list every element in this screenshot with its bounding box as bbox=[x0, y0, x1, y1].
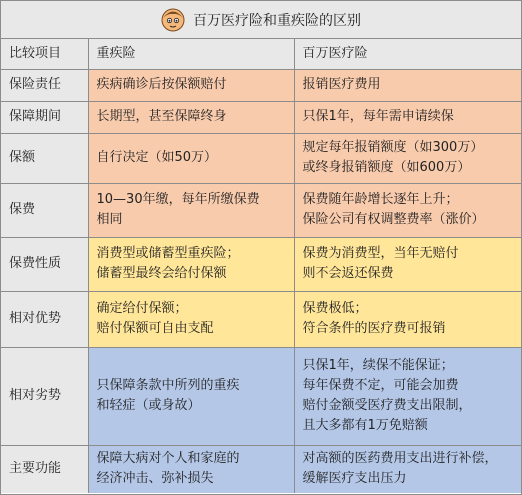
critical-cell: 保障大病对个人和家庭的 经济冲击、弥补损失 bbox=[88, 445, 294, 493]
table-row bbox=[1, 133, 521, 183]
comparison-table bbox=[1, 39, 521, 493]
row-label: 保额 bbox=[1, 133, 88, 183]
medical-cell: 保费随年龄增长逐年上升； 保险公司有权调整费率（涨价） bbox=[294, 183, 521, 237]
row-label: 保障期间 bbox=[1, 101, 88, 133]
critical-cell: 长期型，甚至保障终身 bbox=[88, 101, 294, 133]
table-row bbox=[1, 291, 521, 347]
cartoon-face-icon bbox=[161, 8, 185, 32]
table-row bbox=[1, 183, 521, 237]
medical-cell: 只保1年，每年需申请续保 bbox=[294, 101, 521, 133]
row-label: 相对优势 bbox=[1, 291, 88, 347]
critical-cell: 疾病确诊后按保额赔付 bbox=[88, 69, 294, 101]
medical-cell: 保费为消费型，当年无赔付 则不会返还保费 bbox=[294, 237, 521, 291]
medical-cell: 报销医疗费用 bbox=[294, 69, 521, 101]
row-label: 主要功能 bbox=[1, 445, 88, 493]
critical-cell: 自行决定（如50万） bbox=[88, 133, 294, 183]
medical-cell: 保费极低； 符合条件的医疗费可报销 bbox=[294, 291, 521, 347]
header-row bbox=[1, 39, 521, 69]
row-label: 保险责任 bbox=[1, 69, 88, 101]
row-label: 保费 bbox=[1, 183, 88, 237]
table-title: 百万医疗险和重疾险的区别 bbox=[193, 12, 361, 29]
header-critical-illness: 重疾险 bbox=[88, 39, 294, 69]
table-title-bar bbox=[1, 1, 521, 39]
critical-cell: 消费型或储蓄型重疾险； 储蓄型最终会给付保额 bbox=[88, 237, 294, 291]
table-row bbox=[1, 69, 521, 101]
header-medical: 百万医疗险 bbox=[294, 39, 521, 69]
header-item: 比较项目 bbox=[1, 39, 88, 69]
table-row bbox=[1, 237, 521, 291]
medical-cell: 只保1年，续保不能保证； 每年保费不定，可能会加费 赔付金额受医疗费支出限制， 且大多都有1万免赔额 bbox=[294, 347, 521, 445]
critical-cell: 10—30年缴，每年所缴保费 相同 bbox=[88, 183, 294, 237]
medical-cell: 对高额的医药费用支出进行补偿， 缓解医疗支出压力 bbox=[294, 445, 521, 493]
critical-cell: 只保障条款中所列的重疾 和轻症（或身故） bbox=[88, 347, 294, 445]
table-row bbox=[1, 101, 521, 133]
medical-cell: 规定每年报销额度（如300万） 或终身报销额度（如600万） bbox=[294, 133, 521, 183]
row-label: 保费性质 bbox=[1, 237, 88, 291]
table-row bbox=[1, 347, 521, 445]
critical-cell: 确定给付保额； 赔付保额可自由支配 bbox=[88, 291, 294, 347]
row-label: 相对劣势 bbox=[1, 347, 88, 445]
table-row bbox=[1, 445, 521, 493]
